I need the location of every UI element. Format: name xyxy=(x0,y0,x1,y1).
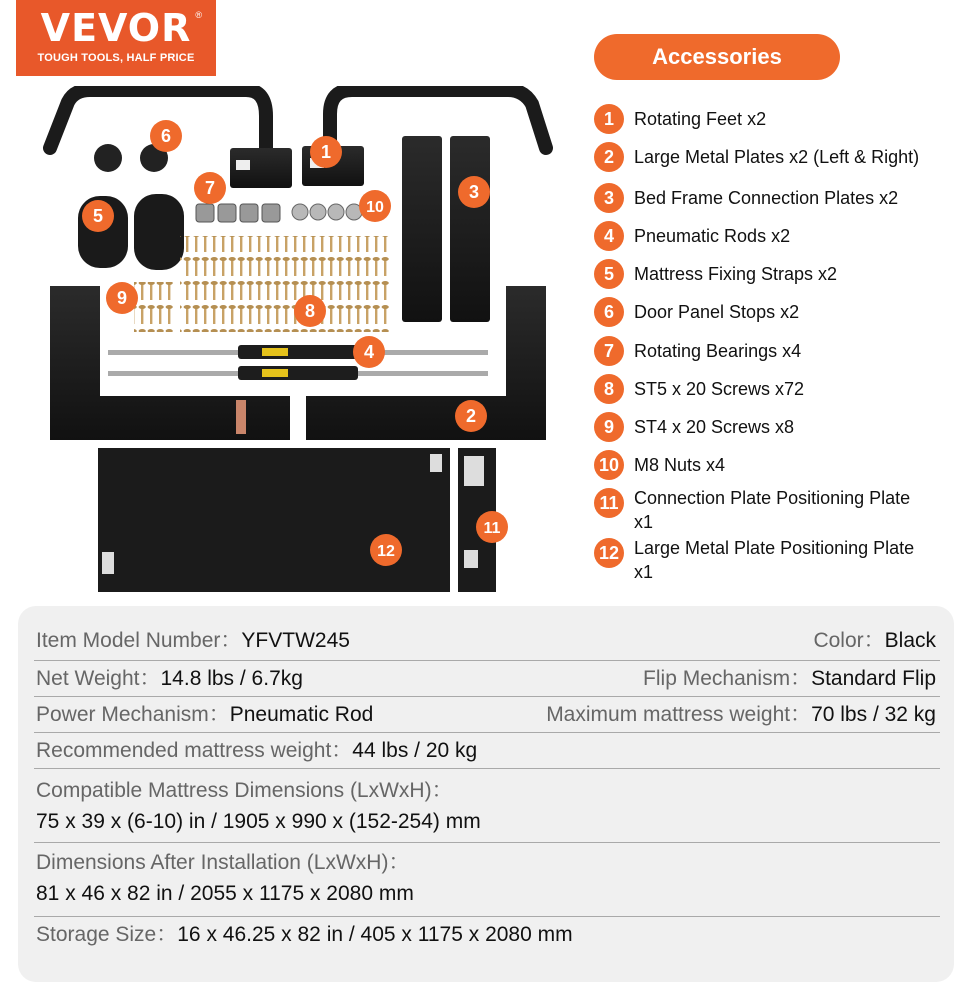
callout-2 xyxy=(455,400,487,432)
logo-registered-mark: ® xyxy=(195,10,202,20)
parts-illustration xyxy=(30,86,570,596)
item-label: Mattress Fixing Straps x2 xyxy=(634,264,838,284)
spec-key: Storage Size： xyxy=(36,923,178,946)
item-number-badge: 10 xyxy=(594,450,624,480)
item-number-badge: 8 xyxy=(594,374,624,404)
spec-key: Color： xyxy=(813,629,885,652)
door-stop xyxy=(94,144,122,172)
svg-text:11: 11 xyxy=(483,520,501,537)
item-label: Large Metal Plate Positioning Plate x1 xyxy=(634,538,915,582)
st5-screws xyxy=(180,236,390,332)
callout-1 xyxy=(310,136,342,168)
svg-text:8: 8 xyxy=(304,301,316,321)
callout-3 xyxy=(458,176,490,208)
spec-key: Flip Mechanism： xyxy=(643,667,812,690)
bearings xyxy=(196,204,280,222)
callout-5 xyxy=(82,200,114,232)
spec-row xyxy=(34,662,940,697)
logo-tagline: TOUGH TOOLS, HALF PRICE xyxy=(37,52,195,64)
spec-key: Net Weight： xyxy=(36,667,161,690)
svg-text:2: 2 xyxy=(465,406,477,426)
item-label: Large Metal Plates x2 (Left & Right) xyxy=(634,147,920,167)
callout-10 xyxy=(359,190,391,222)
spec-value: 75 x 39 x (6-10) in / 1905 x 990 x (152-254) mm xyxy=(36,810,481,833)
spec-key: Dimensions After Installation (LxWxH)： xyxy=(36,851,410,874)
svg-text:10: 10 xyxy=(366,199,384,216)
svg-text:5: 5 xyxy=(92,206,104,226)
item-label: ST5 x 20 Screws x72 xyxy=(634,379,805,399)
spec-value: Standard Flip xyxy=(811,667,936,690)
svg-text:9: 9 xyxy=(116,288,128,308)
item-number-badge: 1 xyxy=(594,104,624,134)
item-number-badge: 6 xyxy=(594,297,624,327)
svg-text:3: 3 xyxy=(468,182,480,202)
item-label: Connection Plate Positioning Plate x1 xyxy=(634,488,911,532)
specifications-panel xyxy=(18,606,954,982)
spec-key: Maximum mattress weight： xyxy=(546,703,812,726)
spec-key: Power Mechanism： xyxy=(36,703,230,726)
spec-row xyxy=(34,698,940,733)
callout-8 xyxy=(294,295,326,327)
callout-4 xyxy=(353,336,385,368)
spec-key: Recommended mattress weight： xyxy=(36,739,353,762)
spec-value: 14.8 lbs / 6.7kg xyxy=(160,667,303,690)
connection-plate xyxy=(450,136,490,322)
item-number-badge: 7 xyxy=(594,336,624,366)
callout-7 xyxy=(194,172,226,204)
item-label: ST4 x 20 Screws x8 xyxy=(634,417,795,437)
spec-value: 44 lbs / 20 kg xyxy=(352,739,478,762)
item-label: M8 Nuts x4 xyxy=(634,455,726,475)
spec-row xyxy=(34,918,940,952)
accessories-title: Accessories xyxy=(594,34,840,80)
svg-text:7: 7 xyxy=(204,178,216,198)
item-label: Bed Frame Connection Plates x2 xyxy=(634,188,899,208)
connection-plate xyxy=(402,136,442,322)
spec-value: 16 x 46.25 x 82 in / 405 x 1175 x 2080 mm xyxy=(177,923,573,946)
callout-12 xyxy=(370,534,402,566)
logo-brand: VEVOR xyxy=(40,6,192,50)
item-number-badge: 4 xyxy=(594,221,624,251)
item-label: Rotating Feet x2 xyxy=(634,109,767,129)
vevor-logo xyxy=(16,0,216,76)
spec-key: Compatible Mattress Dimensions (LxWxH)： xyxy=(36,779,453,802)
spec-value: Black xyxy=(884,629,936,652)
spec-row xyxy=(34,770,940,843)
item-number-badge: 12 xyxy=(594,538,624,568)
spec-row xyxy=(34,734,940,769)
mattress-strap xyxy=(134,194,184,270)
spec-row xyxy=(34,624,940,661)
callout-9 xyxy=(106,282,138,314)
svg-text:12: 12 xyxy=(377,543,395,560)
spec-value: 81 x 46 x 82 in / 2055 x 1175 x 2080 mm xyxy=(36,882,414,905)
svg-text:4: 4 xyxy=(363,342,375,362)
item-label: Pneumatic Rods x2 xyxy=(634,226,791,246)
spec-value: YFVTW245 xyxy=(241,629,350,652)
item-number-badge: 3 xyxy=(594,183,624,213)
item-label: Door Panel Stops x2 xyxy=(634,302,800,322)
callout-6 xyxy=(150,120,182,152)
st4-screws xyxy=(134,282,174,332)
item-label: Rotating Bearings x4 xyxy=(634,341,802,361)
pneumatic-rods xyxy=(108,345,488,380)
spec-key: Item Model Number： xyxy=(36,629,242,652)
callout-11 xyxy=(476,511,508,543)
spec-row xyxy=(34,844,940,917)
spec-value: Pneumatic Rod xyxy=(229,703,374,726)
item-number-badge: 11 xyxy=(594,488,624,518)
item-number-badge: 9 xyxy=(594,412,624,442)
spec-value: 70 lbs / 32 kg xyxy=(811,703,936,726)
large-plate-positioning-plate xyxy=(98,448,450,592)
svg-text:6: 6 xyxy=(160,126,172,146)
m8-nuts xyxy=(292,204,362,220)
svg-text:1: 1 xyxy=(320,142,332,162)
item-number-badge: 5 xyxy=(594,259,624,289)
item-number-badge: 2 xyxy=(594,142,624,172)
